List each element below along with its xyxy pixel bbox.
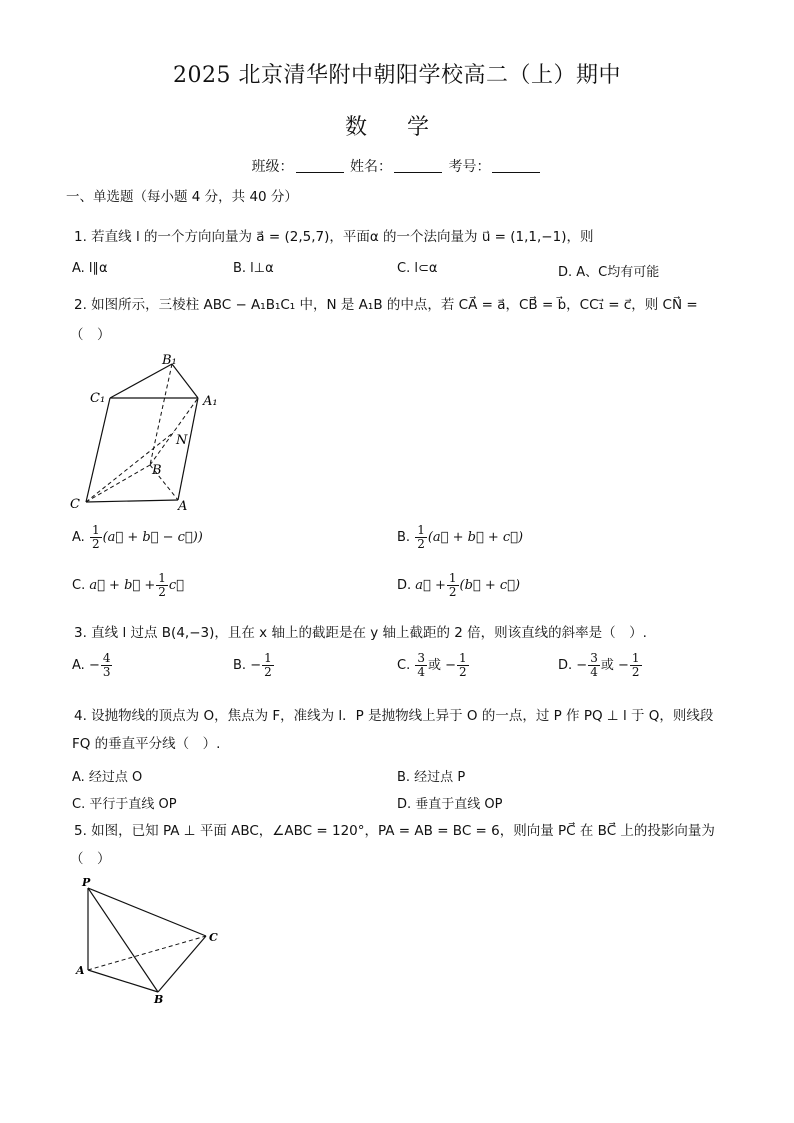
edge-ac (88, 936, 206, 970)
label-a: A (76, 964, 85, 977)
label-n: N (176, 433, 188, 448)
edge-pc (88, 888, 206, 936)
q3-stem: 3. 直线 l 过点 B(4,−3)，且在 x 轴上的截距是在 y 轴上截距的 2 倍，则该直线的斜率是（ ）. (74, 625, 647, 641)
q4-option-b[interactable]: B. 经过点 P (397, 770, 466, 785)
label-b: B (152, 463, 162, 478)
fraction: $\frac{1}{2}$ (417, 523, 425, 551)
fraction: $\frac{1}{2}$ (459, 651, 467, 679)
label-p: P (82, 876, 91, 889)
edge-bc (158, 936, 206, 992)
q3-option-a[interactable]: A. − $\frac{4}{3}$ (72, 651, 111, 679)
q4-option-c[interactable]: C. 平行于直线 OP (72, 797, 177, 812)
q4-stem-line2: FQ 的垂直平分线（ ）. (72, 736, 221, 752)
q1-option-d[interactable]: D. A、C均有可能 (558, 265, 660, 280)
q1-option-c[interactable]: C. l⊂α (397, 261, 438, 276)
prism-figure (66, 350, 236, 515)
edge-ab (88, 970, 158, 992)
q3-option-c[interactable]: C. $\frac{3}{4}$ 或 − $\frac{1}{2}$ (397, 651, 467, 679)
q4-stem-line1: 4. 设抛物线的顶点为 O，焦点为 F，准线为 l．P 是抛物线上异于 O 的一点，过 P 作 PQ ⊥ l 于 Q，则线段 (74, 708, 714, 724)
fraction: $\frac{3}{4}$ (417, 651, 425, 679)
q2-option-a[interactable]: A. $\frac{1}{2}$ (a⃗ + b⃗ − c⃗)) (72, 523, 203, 551)
name-label: 姓名： (350, 159, 392, 175)
class-label: 班级： (251, 159, 294, 175)
section-heading: 一、单选题（每小题 4 分，共 40 分） (66, 189, 298, 205)
student-info-line (0, 156, 794, 176)
q2-stem: 2. 如图所示，三棱柱 ABC − A₁B₁C₁ 中，N 是 A₁B 的中点，若 CA⃗ = a⃗，CB⃗ = b⃗，CC₁⃗ = c⃗，则 CN⃗ = (74, 297, 698, 313)
exam-no-blank[interactable] (492, 158, 540, 173)
q2-option-d[interactable]: D. a⃗ + $\frac{1}{2}$ (b⃗ + c⃗) (397, 571, 521, 599)
q2-option-c[interactable]: C. a⃗ + b⃗ + $\frac{1}{2}$ c⃗ (72, 571, 184, 599)
q2-option-b[interactable]: B. $\frac{1}{2}$ (a⃗ + b⃗ + c⃗) (397, 523, 524, 551)
class-blank[interactable] (296, 158, 344, 173)
q4-option-d[interactable]: D. 垂直于直线 OP (397, 797, 503, 812)
label-b1: B₁ (162, 353, 177, 368)
edge-ca (86, 500, 178, 502)
fraction: $\frac{1}{2}$ (631, 651, 640, 679)
fraction: $\frac{1}{2}$ (264, 651, 272, 679)
q1-stem: 1. 若直线 l 的一个方向向量为 a⃗ = (2,5,7)，平面α 的一个法向量为 u⃗ = (1,1,−1)，则 (74, 229, 594, 245)
edge-c1c (86, 398, 110, 502)
label-c1: C₁ (90, 391, 106, 406)
q5-stem: 5. 如图，已知 PA ⊥ 平面 ABC，∠ABC = 120°，PA = AB = BC = 6，则向量 PC⃗ 在 BC⃗ 上的投影向量为 (74, 823, 715, 839)
exam-title: 2025 北京清华附中朝阳学校高二（上）期中 (173, 63, 621, 88)
edge-cb (86, 465, 150, 502)
edge-c1b1 (110, 364, 172, 398)
subject-title: 数学 (344, 115, 469, 140)
edge-b1a1 (172, 364, 198, 398)
fraction: $\frac{1}{2}$ (448, 571, 457, 599)
edge-pb (88, 888, 158, 992)
q3-option-d[interactable]: D. − $\frac{3}{4}$ 或 − $\frac{1}{2}$ (558, 651, 640, 679)
q5-paren: （ ） (70, 851, 111, 867)
fraction: $\frac{1}{2}$ (158, 571, 166, 599)
label-c: C (209, 931, 218, 944)
edge-b1b (150, 364, 172, 465)
label-a: A (178, 499, 188, 514)
q3-option-b[interactable]: B. − $\frac{1}{2}$ (233, 651, 272, 679)
fraction: $\frac{4}{3}$ (102, 651, 111, 679)
fraction: $\frac{1}{2}$ (91, 523, 100, 551)
label-c: C (70, 497, 80, 512)
q4-option-a[interactable]: A. 经过点 O (72, 770, 143, 785)
name-blank[interactable] (394, 158, 442, 173)
q1-option-b[interactable]: B. l⊥α (233, 261, 274, 276)
edge-ba1 (150, 398, 198, 465)
q1-option-a[interactable]: A. l∥α (72, 261, 108, 276)
fraction: $\frac{3}{4}$ (590, 651, 598, 679)
edge-a1a (178, 398, 198, 500)
tetrahedron-figure (70, 872, 230, 1007)
q2-paren: （ ） (70, 327, 111, 343)
label-b: B (154, 993, 164, 1006)
exam-no-label: 考号： (448, 159, 491, 175)
label-a1: A₁ (203, 394, 218, 409)
